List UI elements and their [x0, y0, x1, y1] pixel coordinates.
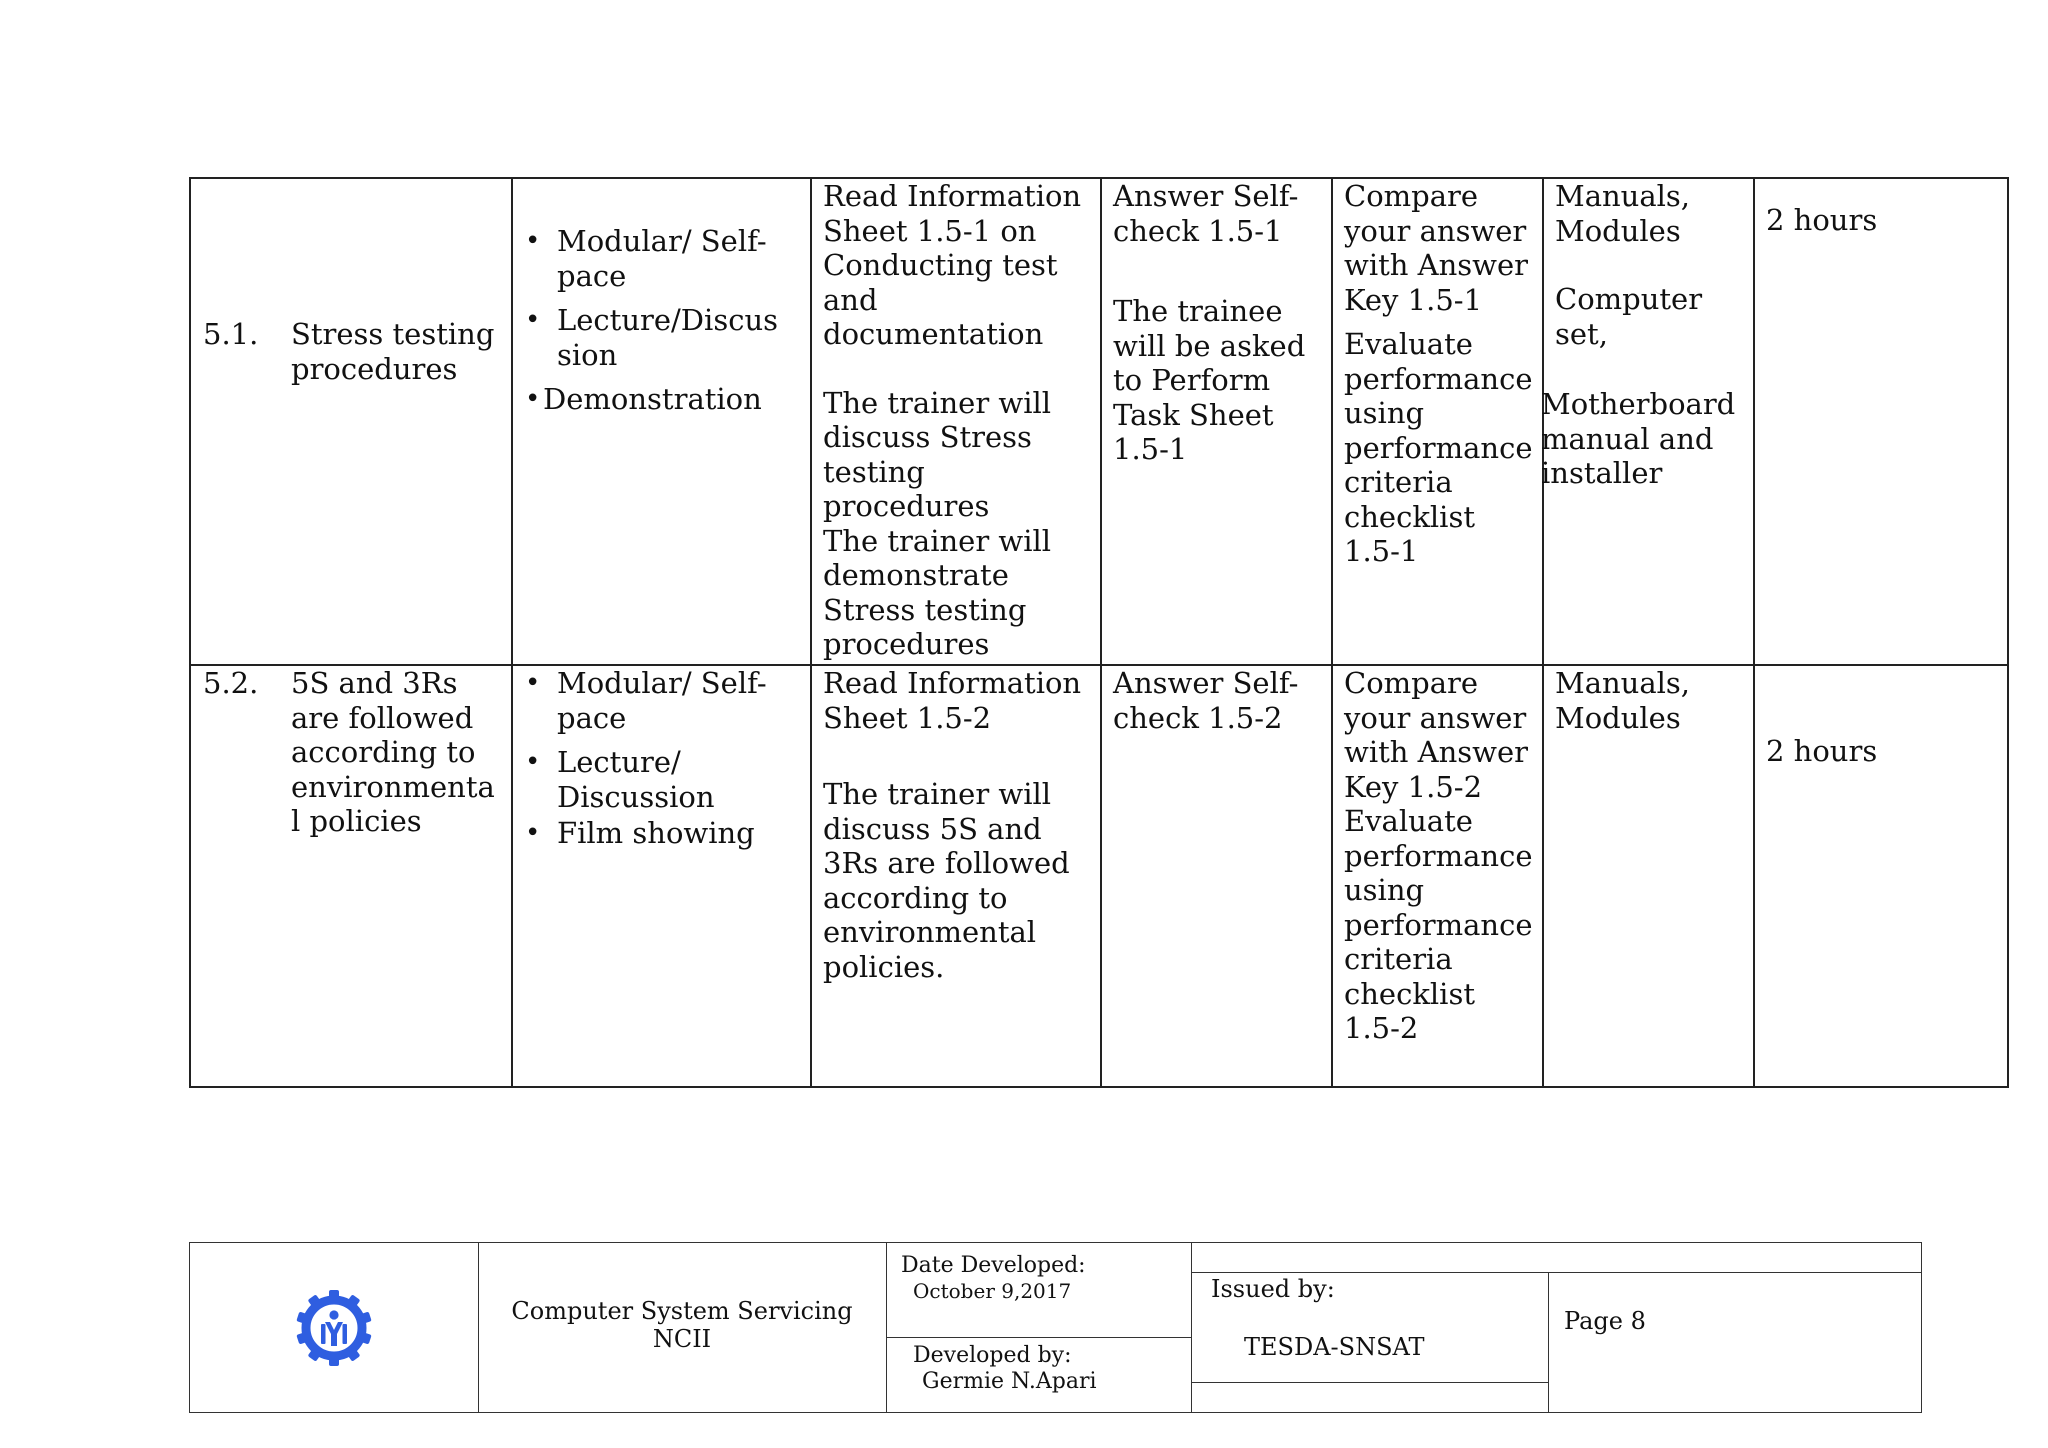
session-plan-table — [189, 177, 2009, 1088]
developed-by-value: Germie N.Apari — [922, 1369, 1097, 1394]
presentation-line: demonstrate — [823, 558, 1009, 592]
practice-line: The trainee — [1113, 294, 1283, 328]
feedback-line: your answer — [1344, 213, 1527, 248]
date-developed-value: October 9,2017 — [913, 1279, 1072, 1303]
page-number: Page 8 — [1564, 1307, 1646, 1335]
presentation-line: The trainer will — [823, 523, 1052, 558]
content-number: 5.1. — [203, 317, 259, 351]
presentation-line: environmental — [823, 915, 1037, 949]
practice-cell — [1113, 666, 1298, 735]
practice-line: Task Sheet — [1113, 397, 1274, 432]
presentation-line: and — [823, 282, 878, 317]
content-line: according to — [291, 735, 476, 769]
method-item: • Lecture/Discus sion — [513, 303, 778, 372]
presentation-line: testing — [823, 454, 925, 489]
practice-line: will be asked — [1113, 328, 1306, 363]
practice-line: check 1.5-2 — [1113, 700, 1283, 735]
resource-line: set, — [1555, 316, 1608, 351]
feedback-line: performance — [1344, 838, 1533, 873]
duration-cell — [1766, 203, 1877, 238]
resource-line: Manuals, — [1555, 179, 1691, 213]
feedback-line: your answer — [1344, 700, 1527, 735]
resource-line: Computer — [1555, 282, 1703, 316]
method-item: • Modular/ Self- pace — [513, 666, 767, 735]
feedback-cell — [1344, 179, 1533, 569]
feedback-line: using — [1344, 396, 1425, 430]
feedback-line: using — [1344, 873, 1425, 907]
learning-content-cell — [203, 317, 503, 387]
methods-cell — [513, 666, 767, 851]
presentation-line: discuss Stress — [823, 420, 1032, 454]
presentation-line: documentation — [823, 317, 1044, 351]
learning-content-cell — [203, 666, 503, 846]
practice-line: Answer Self- — [1113, 666, 1299, 700]
developed-by-label: Developed by: — [913, 1343, 1072, 1368]
presentation-line: according to — [823, 880, 1008, 915]
method-item: • Lecture/ Discussion — [513, 745, 767, 814]
feedback-line: Compare — [1344, 666, 1479, 700]
resources-cell-extra — [1541, 387, 1735, 491]
issued-by-label: Issued by: — [1211, 1275, 1335, 1303]
presentation-line: procedures — [823, 489, 990, 523]
date-developed-label: Date Developed: — [901, 1253, 1086, 1278]
feedback-line: criteria — [1344, 942, 1453, 976]
feedback-line: 1.5-1 — [1344, 534, 1419, 568]
duration-cell — [1766, 734, 1877, 769]
feedback-line: with Answer — [1344, 735, 1528, 769]
practice-cell — [1113, 179, 1305, 467]
resources-cell — [1555, 666, 1690, 735]
feedback-line: Key 1.5-1 — [1344, 282, 1483, 317]
feedback-line: performance — [1344, 907, 1533, 942]
resource-line: Modules — [1555, 213, 1681, 248]
resource-line: Modules — [1555, 700, 1681, 735]
practice-line: 1.5-1 — [1113, 432, 1188, 466]
feedback-cell — [1344, 666, 1533, 1046]
feedback-line: Key 1.5-2 — [1344, 769, 1483, 804]
presentation-line: discuss 5S and — [823, 811, 1042, 846]
tesda-gear-logo-icon — [294, 1288, 374, 1368]
content-number: 5.2. — [203, 666, 259, 700]
presentation-line: The trainer will — [823, 385, 1052, 420]
table-row — [191, 179, 2007, 666]
document-footer — [189, 1242, 1922, 1413]
presentation-line: Conducting test — [823, 248, 1058, 282]
presentation-line: procedures — [823, 627, 990, 661]
presentation-line: 3Rs are followed — [823, 846, 1070, 880]
feedback-line: checklist — [1344, 499, 1475, 534]
resources-cell — [1555, 179, 1702, 351]
presentation-line: Stress testing — [823, 592, 1027, 627]
qualification-title: Computer System Servicing NCII — [511, 1297, 853, 1353]
duration-value: 2 hours — [1766, 203, 1878, 237]
duration-value: 2 hours — [1766, 734, 1878, 768]
presentation-line: Read Information — [823, 179, 1082, 213]
methods-cell — [513, 224, 778, 417]
content-line: l policies — [291, 804, 422, 838]
presentation-line: The trainer will — [823, 777, 1052, 811]
method-item: • Film showing — [513, 816, 767, 851]
feedback-line: criteria — [1344, 465, 1453, 499]
feedback-line: Evaluate — [1344, 804, 1473, 838]
resource-line: Manuals, — [1555, 666, 1691, 700]
resource-line: manual and — [1541, 421, 1714, 456]
practice-line: to Perform — [1113, 363, 1271, 397]
content-line: procedures — [291, 351, 458, 386]
presentation-line: Read Information — [823, 666, 1082, 700]
practice-line: check 1.5-1 — [1113, 213, 1283, 248]
feedback-line: Evaluate — [1344, 327, 1473, 361]
feedback-line: checklist — [1344, 976, 1475, 1011]
content-line: Stress testing — [291, 317, 495, 351]
feedback-line: 1.5-2 — [1344, 1011, 1419, 1045]
presentation-line: policies. — [823, 949, 945, 984]
table-row — [191, 666, 2007, 1086]
presentation-line: Sheet 1.5-2 — [823, 700, 992, 735]
resource-line: installer — [1541, 456, 1663, 490]
practice-line: Answer Self- — [1113, 179, 1299, 213]
presentation-cell — [823, 666, 1081, 984]
feedback-line: with Answer — [1344, 248, 1528, 282]
issued-by-value: TESDA-SNSAT — [1244, 1333, 1425, 1361]
method-item: • Modular/ Self- pace — [513, 224, 778, 293]
content-line: 5S and 3Rs — [291, 666, 458, 700]
content-line: are followed — [291, 700, 474, 735]
feedback-line: Compare — [1344, 179, 1479, 213]
content-line: environmenta — [291, 769, 495, 804]
feedback-line: performance — [1344, 361, 1533, 396]
resource-line: Motherboard — [1541, 387, 1736, 421]
method-item: • Demonstration — [513, 382, 778, 417]
feedback-line: performance — [1344, 430, 1533, 465]
presentation-line: Sheet 1.5-1 on — [823, 213, 1037, 248]
presentation-cell — [823, 179, 1081, 662]
